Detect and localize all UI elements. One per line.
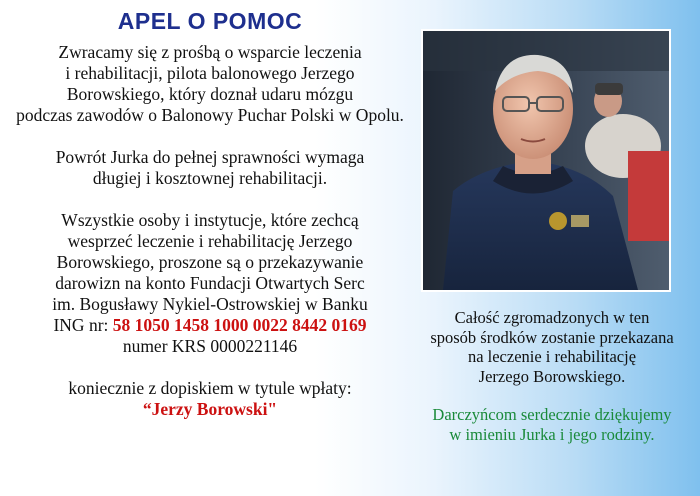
thanks-line: Darczyńcom serdecznie dziękujemy [432,405,672,424]
appeal-line: Zwracamy się z prośbą o wsparcie leczenia [58,42,362,62]
krs-number: numer KRS 0000221146 [122,336,298,356]
appeal-line: Borowskiego, który doznał udaru mózgu [66,84,354,104]
page-title: APEL O POMOC [117,8,303,34]
request-line: Wszystkie osoby i instytucje, które zechcą [61,210,359,230]
recovery-line: długiej i kosztownej rehabilitacji. [92,168,328,188]
recovery-line: Powrót Jurka do pełnej sprawności wymaga [55,147,365,167]
request-line: wesprzeć leczenie i rehabilitację Jerzego [67,231,353,251]
bank-prefix: ING nr: [53,315,113,335]
thanks-line: w imieniu Jurka i jego rodziny. [449,424,655,444]
funds-line: na leczenie i rehabilitację [467,347,637,366]
funds-line: sposób środków zostanie przekazana [430,327,674,347]
appeal-text-column [0,42,420,420]
request-line: im. Bogusławy Nykiel-Ostrowskiej w Banku [52,294,368,314]
funds-line: Całość zgromadzonych w ten [454,308,650,327]
portrait-illustration [423,31,669,290]
request-line: Borowskiego, proszone są o przekazywanie [56,252,364,272]
bank-account-number: 58 1050 1458 1000 0022 8442 0169 [112,315,367,335]
funds-line: Jerzego Borowskiego. [478,366,626,386]
bank-account-line [0,315,420,336]
funds-text-column [408,308,696,444]
request-line: darowizn na konto Fundacji Otwartych Serc [55,273,365,293]
portrait-photo [421,29,671,292]
transfer-title: “Jerzy Borowski" [142,399,278,419]
title-note: koniecznie z dopiskiem w tytule wpłaty: [68,378,352,398]
appeal-line: i rehabilitacji, pilota balonowego Jerzego [65,63,355,83]
appeal-line: podczas zawodów o Balonowy Puchar Polski w Opolu. [16,105,404,125]
